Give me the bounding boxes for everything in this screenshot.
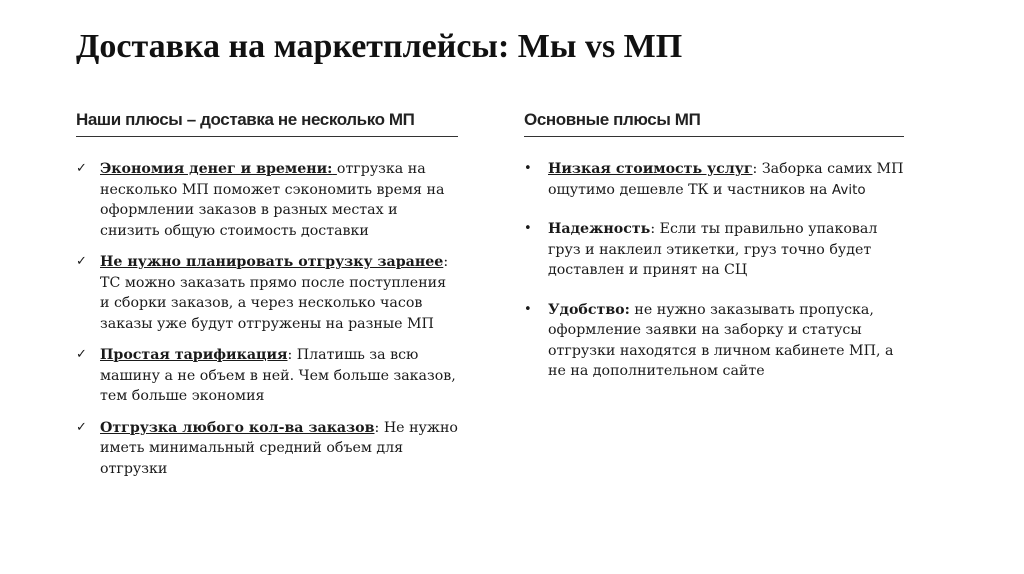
our-advantages-column <box>76 110 458 490</box>
checkmark-icon: ✓ <box>76 347 87 362</box>
bullet-icon: • <box>524 221 532 236</box>
bullet-icon: • <box>524 301 532 317</box>
item-lead: Низкая стоимость услуг <box>548 161 753 177</box>
checkmark-icon: ✓ <box>76 254 87 269</box>
item-separator: : <box>752 161 762 177</box>
item-lead: Удобство: <box>548 301 630 318</box>
our-advantages-list <box>76 159 458 479</box>
checkmark-icon: ✓ <box>76 161 87 176</box>
list-item <box>524 300 904 382</box>
our-advantages-heading: Наши плюсы – доставка не несколько МП <box>76 110 458 137</box>
item-separator: : <box>443 254 449 270</box>
item-separator: : <box>374 419 384 436</box>
list-item <box>76 252 458 334</box>
list-item <box>524 219 904 281</box>
item-text-extra: Avito <box>831 181 866 198</box>
item-lead: Простая тарификация <box>100 347 288 363</box>
list-item <box>76 345 458 407</box>
item-separator: : <box>287 347 297 363</box>
checkmark-icon: ✓ <box>76 419 87 435</box>
item-separator: : <box>650 221 660 237</box>
item-text: Платишь за всю машину а не объем в ней. Чем больше заказов, тем больше экономия <box>100 347 456 404</box>
bullet-icon: • <box>524 161 532 176</box>
item-lead: Не нужно планировать отгрузку заранее <box>100 254 444 270</box>
list-item <box>76 418 458 480</box>
item-text: Заборка самих МП ощутимо дешевле ТК и частников на <box>548 161 904 198</box>
item-lead: Отгрузка любого кол-ва заказов <box>100 419 375 436</box>
item-text: Если ты правильно упаковал груз и наклеил этикетки, груз точно будет доставлен и принят на СЦ <box>548 221 878 278</box>
marketplace-advantages-heading: Основные плюсы МП <box>524 110 904 137</box>
item-text: ТС можно заказать прямо после поступления и сборки заказов, а через несколько часов заказы уже будут отгружены на разные МП <box>100 274 447 332</box>
marketplace-advantages-list <box>524 159 904 382</box>
page-title: Доставка на маркетплейсы: Мы vs МП <box>76 28 683 65</box>
list-item <box>76 159 458 241</box>
item-text: не нужно заказывать пропуска, оформление заявки на заборку и статусы отгрузки находятся в личном кабинете МП, а не на дополнительном сайте <box>548 301 894 379</box>
marketplace-advantages-column <box>524 110 904 401</box>
list-item <box>524 159 904 200</box>
item-lead: Экономия денег и времени: <box>100 161 333 177</box>
item-text: отгрузка на несколько МП поможет сэкономить время на оформлении заказов в разных местах и снизить общую стоимость доставки <box>100 161 445 239</box>
item-text: Не нужно иметь минимальный средний объем для отгрузки <box>100 419 458 477</box>
item-lead: Надежность <box>548 221 651 237</box>
